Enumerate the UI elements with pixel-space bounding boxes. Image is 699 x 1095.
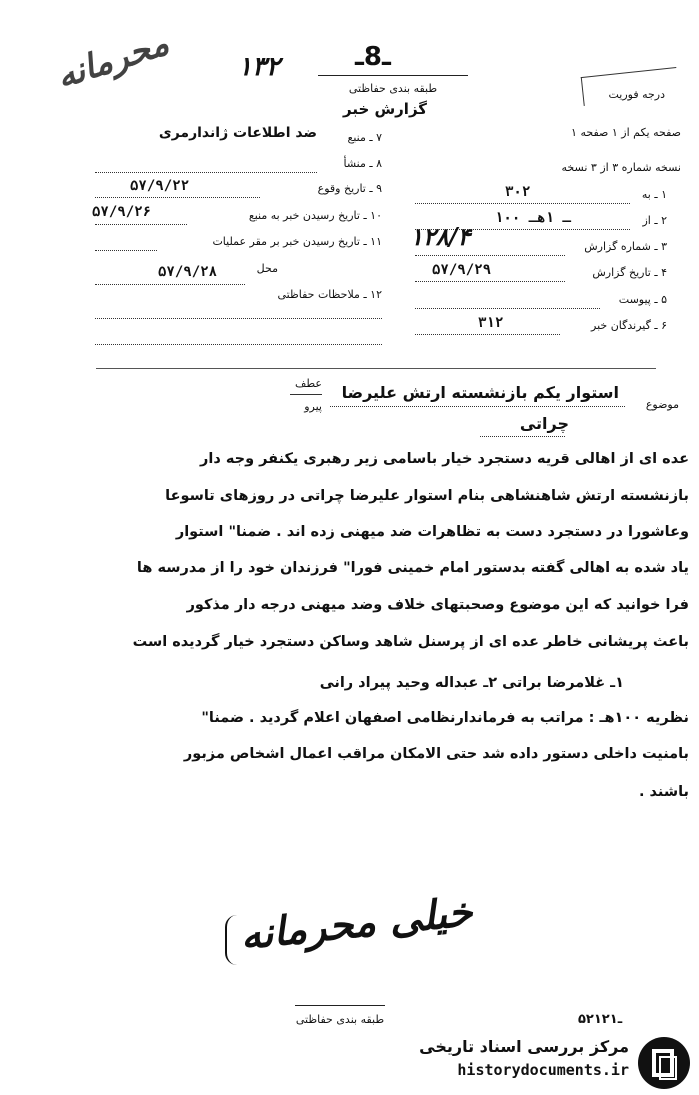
priority-label: درجه فوریت xyxy=(608,88,665,101)
field-from-value: ۱۰۰ ـ ۱هـ xyxy=(495,210,571,226)
form-title: گزارش خبر xyxy=(342,100,428,118)
field-source-value: ضد اطلاعات ژاندارمری xyxy=(158,125,317,141)
field-report-date-value: ۵۷/۹/۲۹ xyxy=(432,262,492,278)
opinion-line-2: بامنیت داخلی دستور داده شد حتی الامکان مراقب اعمال اشخاص مزبور xyxy=(183,746,689,762)
field-received-date-label: ۱۰ ـ تاریخ رسیدن خبر به منبع xyxy=(248,209,382,222)
field-report-date-label: ۴ ـ تاریخ گزارش xyxy=(592,266,667,279)
classification-bottom: طبقه بندی حفاظتی xyxy=(295,1013,385,1026)
atf-label: عطف xyxy=(295,377,322,390)
center-name: مرکز بررسی اسناد تاریخی xyxy=(419,1037,629,1056)
handwritten-number: ۱۳۲ xyxy=(238,52,280,82)
opinion-line-3: باشند . xyxy=(639,784,689,800)
field-report-number-value: ۱۲۸/۴ xyxy=(410,222,471,251)
peyro-label: پیرو xyxy=(304,400,322,413)
body-line-4: یاد شده به اهالی گفته بدستور امام خمینی فورا" فرزندان خود را از مدرسه ها xyxy=(136,560,689,576)
signature-bracket-left xyxy=(225,915,245,965)
opinion-line-1: نظریه ۱۰۰هـ : مراتب به فرماندارنظامی اصفهان اعلام گردید . ضمنا" xyxy=(201,710,689,726)
subject-line-2: چراتی xyxy=(519,414,569,433)
field-occurrence-date-value: ۵۷/۹/۲۲ xyxy=(130,178,190,194)
atf-peyro-rule xyxy=(290,394,322,395)
field-ops-date-label: ۱۱ ـ تاریخ رسیدن خبر بر مقر عملیات xyxy=(212,235,382,248)
document-code: ۵۲ـ۱۲۱ xyxy=(578,1012,623,1027)
subject-divider xyxy=(96,368,656,369)
website-link[interactable]: historydocuments.ir xyxy=(457,1061,629,1079)
field-security-notes-label: ۱۲ ـ ملاحظات حفاظتی xyxy=(277,288,382,301)
field-to-label: ۱ ـ به xyxy=(641,188,667,201)
classification-top-underline xyxy=(318,75,468,76)
field-origin-label: ۸ ـ منشأ xyxy=(343,157,382,170)
field-place-label: محل xyxy=(256,262,278,275)
field-recipients-label: ۶ ـ گیرندگان خبر xyxy=(591,319,667,332)
field-from-label: ۲ ـ از xyxy=(642,214,667,227)
header-mark: ـ8ـ xyxy=(355,42,391,72)
classification-top: طبقه بندی حفاظتی xyxy=(348,82,438,95)
field-recipients-value: ۳۱۲ xyxy=(478,315,504,331)
handwritten-top-left-note: محرمانه xyxy=(51,23,174,97)
field-to-value: ۳۰۲ xyxy=(505,184,531,200)
field-copy: نسخه شماره ۳ از ۳ نسخه xyxy=(561,161,681,174)
body-line-5: فرا خوانید که این موضوع وصحبتهای خلاف وضد میهنی درجه دار مذکور xyxy=(186,597,689,613)
field-received-date-value: ۵۷/۹/۲۶ xyxy=(92,204,152,220)
field-report-number-label: ۳ ـ شماره گزارش xyxy=(584,240,667,253)
subject-line-1: استوار یکم بازنشسته ارتش علیرضا xyxy=(341,383,619,402)
subject-label: موضوع xyxy=(645,398,679,411)
body-line-7: ۱ـ غلامرضا براتی ۲ـ عبداله وحید پیراد رانی xyxy=(319,675,624,691)
field-page: صفحه یکم از ۱ صفحه ۱ xyxy=(571,126,681,139)
body-line-2: بازنشسته ارتش شاهنشاهی بنام استوار علیرضا چراتی در روزهای تاسوعا xyxy=(165,488,689,504)
body-line-6: باعث پریشانی خاطر عده ای از پرسنل شاهد وساکن دستجرد خیار گردیده است xyxy=(132,634,689,650)
field-place-value: ۵۷/۹/۲۸ xyxy=(158,264,218,280)
body-line-3: وعاشورا در دستجرد دست به تظاهرات ضد میهنی زده اند . ضمنا" استوار xyxy=(175,524,689,540)
field-source-label: ۷ ـ منبع xyxy=(347,131,382,144)
classification-bottom-line xyxy=(295,1005,385,1006)
archive-logo-icon xyxy=(636,1035,692,1091)
field-occurrence-date-label: ۹ ـ تاریخ وقوع xyxy=(317,182,382,195)
body-line-1: عده ای از اهالی قریه دستجرد خیار باسامی زیر رهبری یکنفر وجه دار xyxy=(200,451,689,467)
handwritten-signature: خیلی محرمانه xyxy=(238,887,475,960)
field-attachment-label: ۵ ـ پیوست xyxy=(618,293,667,306)
